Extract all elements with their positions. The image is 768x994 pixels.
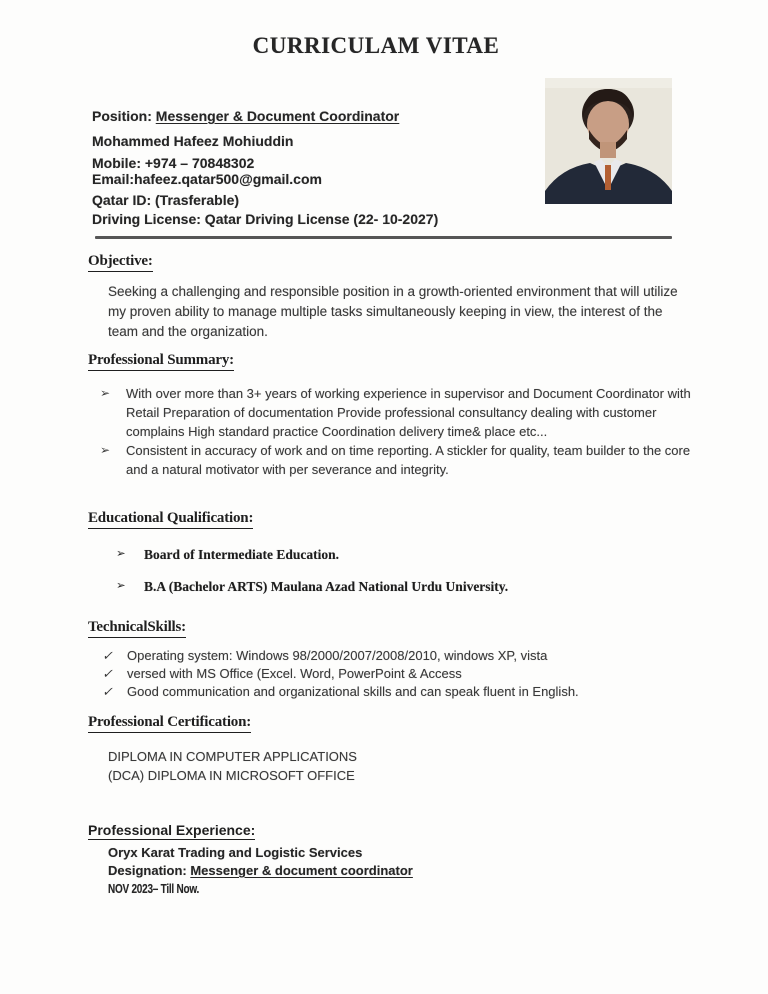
arrow-bullet-icon: ➢ <box>116 548 126 560</box>
check-bullet-icon: ✓ <box>102 684 113 699</box>
certification-line: DIPLOMA IN COMPUTER APPLICATIONS <box>108 749 357 764</box>
summary-bullet-text: Consistent in accuracy of work and on time reporting. A stickler for quality, team builder to the core and a natural motivator with per severance and integrity. <box>126 443 691 477</box>
header-divider <box>95 236 672 239</box>
educational-qualification-heading: Educational Qualification: <box>88 510 253 529</box>
professional-summary-heading: Professional Summary: <box>88 352 234 371</box>
professional-experience-heading: Professional Experience: <box>88 822 256 838</box>
summary-bullet-text: With over more than 3+ years of working experience in supervisor and Document Coordinator with Retail Preparation of documentation Provide professional consultancy dealing with customer complains High standard practice Coordination delivery time& place etc... <box>126 386 691 439</box>
education-bullet-item <box>116 545 728 564</box>
experience-period-line <box>108 880 728 898</box>
skill-text: Operating system: Windows 98/2000/2007/2008/2010, windows XP, vista <box>127 648 548 663</box>
qatar-id-line: Qatar ID: (Trasferable) <box>92 192 240 208</box>
section-educational-qualification <box>88 509 728 609</box>
section-professional-certification <box>88 713 728 785</box>
skill-text: versed with MS Office (Excel. Word, PowerPoint & Access <box>127 666 462 681</box>
skill-item <box>102 683 738 701</box>
mobile-line: Mobile: +974 – 70848302 <box>92 155 255 171</box>
contact-block <box>92 107 532 228</box>
position-label: Position: <box>92 108 156 124</box>
email-line: Email:hafeez.qatar500@gmail.com <box>92 171 322 187</box>
experience-company: Oryx Karat Trading and Logistic Services <box>108 845 363 860</box>
skill-item <box>102 665 738 683</box>
designation-value: Messenger & document coordinator <box>190 863 413 878</box>
skill-item <box>102 647 738 665</box>
certification-line: (DCA) DIPLOMA IN MICROSOFT OFFICE <box>108 768 355 783</box>
check-bullet-icon: ✓ <box>102 648 113 663</box>
position-value: Messenger & Document Coordinator <box>155 108 400 124</box>
skill-text: Good communication and organizational skills and can speak fluent in English. <box>127 684 579 699</box>
experience-period: NOV 2023– Till Now. <box>108 882 200 896</box>
objective-heading: Objective: <box>88 253 153 272</box>
summary-bullet-item <box>100 441 738 479</box>
section-professional-experience <box>88 822 728 898</box>
profile-photo <box>545 78 672 204</box>
education-bullet-text: B.A (Bachelor ARTS) Maulana Azad National Urdu University. <box>144 579 509 594</box>
technical-skills-heading: TechnicalSkills: <box>88 619 186 638</box>
check-bullet-icon: ✓ <box>102 666 113 681</box>
page-title: CURRICULAM VITAE <box>252 33 500 58</box>
professional-certification-heading: Professional Certification: <box>88 714 251 733</box>
designation-label: Designation: <box>108 863 191 878</box>
education-bullet-item <box>116 577 728 596</box>
candidate-name: Mohammed Hafeez Mohiuddin <box>92 133 294 149</box>
experience-designation-line <box>108 862 728 880</box>
education-bullet-text: Board of Intermediate Education. <box>144 547 339 562</box>
position-line <box>92 107 532 125</box>
arrow-bullet-icon: ➢ <box>116 580 126 592</box>
section-objective <box>88 252 728 342</box>
arrow-bullet-icon: ➢ <box>100 443 111 457</box>
summary-bullet-item <box>100 384 738 441</box>
person-portrait-icon <box>545 78 672 204</box>
section-professional-summary <box>88 351 738 479</box>
driving-license-line: Driving License: Qatar Driving License (22- 10-2027) <box>92 211 439 227</box>
objective-body: Seeking a challenging and responsible position in a growth-oriented environment that will utilize my proven ability to manage multiple tasks simultaneously keeping in view, the interest of the team and the organization. <box>108 284 678 339</box>
arrow-bullet-icon: ➢ <box>100 386 111 400</box>
section-technical-skills <box>88 618 738 701</box>
